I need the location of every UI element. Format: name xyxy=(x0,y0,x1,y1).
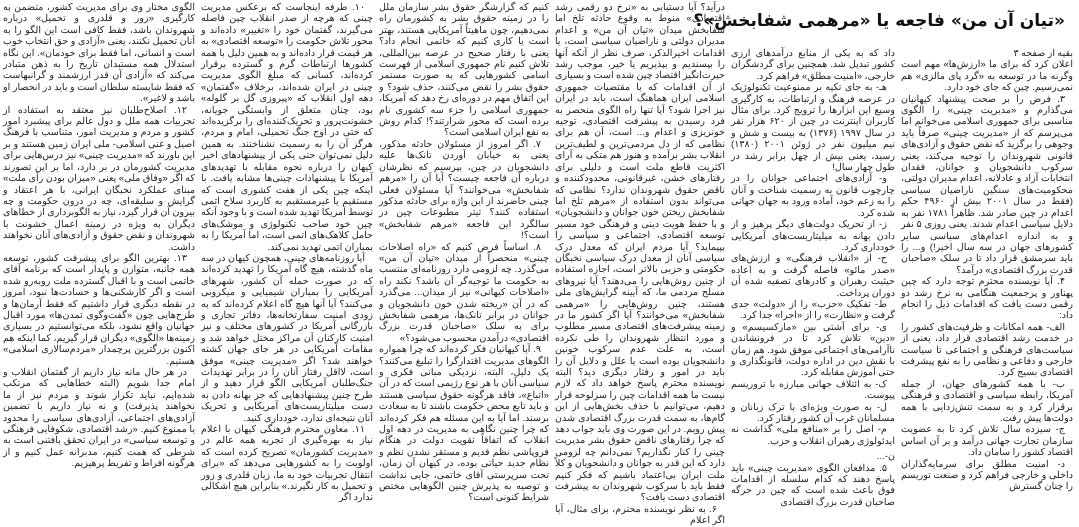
paragraph: م- اصل را بر «منافع ملی» گذاشت نه ایدئولوژی رهبران انقلاب و حزب. xyxy=(731,424,895,447)
paragraph: الگوی مختار وی برای مدیریت کشور، متضمن به کارگیری «زور و قلدری و تحمیل» درباره شهروندان باشد، فقط کافی است این الگو را به آنان تحمیل نکنند، یعنی «آزادی و حق انتخاب خوب است و انسانی، اما فقط برای خودمان». این نگاه استدلال همه مستبدان تاریخ را به ذهن متبادر می‌کند که «آزادی آن قدر ارزشمند و گرانبهاست که فقط شایسته سلطان است و باید در انحصار او باشد و لاغیر». xyxy=(3,2,195,105)
paragraph: ۱۱. معاون محترم فرهنگی کیهان با اعلام نیاز به بهره‌گیری از تجربه همه عالم در «مدیریت کشورمان» تصریح کرده است که اولویت را به کشورهایی می‌دهد که «برای انتقال تجربیات خود به ما، زبان قلدری و زور و تحمیل به کار نگیرند.» بنابراین هیچ اشکالی ندارد اگر xyxy=(201,424,373,504)
paragraph: د- امنیت مطلق برای سرمایه‌گذاران داخلی و خارجی فراهم کرد و صنعت توریسم را چنان گسترش xyxy=(901,458,1073,493)
paragraph: ل- به صورت ویژه‌ای با ترک زبانان و مسلمانان غرب آن کشور رفتار کرد. xyxy=(731,401,895,424)
paragraph: ۶. به نظر نویسنده محترم، برای مثال، آیا اگر اعلام xyxy=(555,503,725,527)
paragraph: ۹. آیا کیهانیان فکر کرده‌اند که چرا همواره الگوهای مدیریت اقتدارگرا را تبلیغ می‌کنند؟ یک دلیل، البته، نزدیکی مبانی فکری و سیاسی آنان با هر نوع رژیمی است که در آن «اتباع»، فاقد هرگونه حقوق سیاسی هستند و باید تابع محض حکومت باشند تا به سعادت برسند. اما آیا به این مسئله هم فکر کرده‌اند که چرا چنین نگاهی به مدیریت در دهه اول انقلاب که اتفاقاً تقویت دولت در هنگام فروپاشی نظم قدیم و مستقر نشدن نظم و نظام جدید حیاتی بوده، در کیهان آن زمان، تحت سرپرستی آقای خاتمی، جایی نداشت و توصیه به پذیرش چنین الگوهایی مختص شرایط کنونی است؟ xyxy=(379,344,549,504)
paragraph: ن-... xyxy=(876,451,895,463)
paragraph: ۸. اساساً فرض کنیم که «راه اصلاحات چینی» منحصراً از میدان «تیان آن من» می‌گذرد. چه لزومی دارد روزنامه‌ای منتسب به حکومت ما توجیه‌گر آن باشد؟ نکند راه «اصلاحات کیهانی» نیز از میدان... می‌گذرد که در آن «ریخته شدن خون دانشجویان و جوانان در برابر تانک‌ها، مرهمی شفابخش برای به سلک «صاحبان قدرت بزرگ اقتصادی» درآمدن محسوب می‌شود؟» xyxy=(379,241,549,344)
paragraph: ۷. اگر امروز از مسئولان حادثه مذکور، یعنی به خیابان آوردن تانک‌ها علیه دانشجویان در چین، بپرسیم که نظرشان درباره آن فاجعه چیست؟ آیا آن را «مرهم شفابخش» می‌خوانند؟ آیا مسئولان فعلی چینی حاضرند از این واژه برای حادثه مذکور استفاده کنند؟ تیتر مطبوعات چین در سالگرد این فاجعه «مرهم شفابخش» است؟! xyxy=(379,138,549,242)
paragraph: هـ- به جای تکیه بر ممنوعیت تکنولوژیک در عرصه فرهنگ و ارتباطات، به کارگیری وسیع این ابزارها را ترویج کرد. برای مثال کاربران اینترنت در چین از ۶۲۰ هزار نفر در سال ۱۹۹۷ (۱۳۷۶) به بیست و شش و نیم میلیون نفر در ژوئن ۲۰۰۱ (۱۳۸۰) رسید، یعنی بیش از چهل برابر رشد در طول چهار سال! xyxy=(731,82,896,174)
paragraph: ط- تفکیک «حزب» را از «دولت» جدی گرفت و «نظارت» را از «اجرا» جدا کرد. xyxy=(731,298,895,322)
article-column-4 xyxy=(379,2,549,504)
article-column-6 xyxy=(3,2,195,470)
paragraph: ک- به ائتلاف جهانی مبارزه با تروریسم پیوست. xyxy=(731,378,895,402)
paragraph: ج- سیزده سال تلاش کرد تا به عضویت سازمان تجارت جهانی درآمد و بر آن اساس اقتصاد کشور را سامان داد. xyxy=(901,424,1073,459)
article-column-3 xyxy=(555,2,725,527)
paragraph: درآید؟ آیا دستیابی به «نرخ دو رقمی رشد اقتصادی» منوط به وقوع حادثه تلخ اما شفابخش میدان «تیان آن من» و اعدام مدیران دولتی و ناراضیان سیاسی است، یا اقدامات اخیرالذکر، صرف نظر از آنکه آنها را بپسندیم و بپذیریم یا خیر، موجب رشد حیرت‌انگیز اقتصاد چین شده است و بسیاری از آن اقدامات که با مقتضیات جمهوری اسلامی ایران هماهنگ است، باید در ایران نیز اجرا شود؟ آیا تنها راه الگوی منحصر به فرد رسیدن به پیشرفت اقتصادی، توجیه خونریزی و اعدام و... است، آن هم برای نظامی که از دل مردمی‌ترین و لطیف‌ترین انقلاب بشر برآمده و هنوز هم متکی به آرای اکثریت قاطع ملت است و دلیلی برای رفتارهای خشن، غیرقانونی، محدودکننده و ناقض حقوق شهروندان ندارد؟ نظامی که می‌تواند بدون استفاده از «مرهم تلخ اما شفابخش ریختن خون جوانان و دانشجویان» و با حفظ هویت دینی و فرهنگی خود مسیر توسعه اقتصادی، اجتماعی و سیاسی را بپیماید؟ آیا مردم ایران که معدل درک سیاسی آنان از معدل درک سیاسی نخبگان حکومتی و حزبی بالاتر است، اجازه استفاده از چنین روش‌هایی را می‌دهند؟ آیا نیروهای مسلح مردمی ما، که آیینه گرایش‌های ملی هستند، چنین روش‌هایی را «مرهمی شفابخش» می‌خوانند؟ آیا اگر کشور ما در زمینه پیشرفت‌های اقتصادی مسیر مطلوب و مورد انتظار شهروندان را طی نکرده است، به علت عدم سرکوب خونین دانشجویان بوده است یا علل و دلایل آن را باید در امور و رفتار دیگری دید؟ البته نویسنده محترم پاسخ خواهد داد که لازم نیست ما همه اقدامات چین را سرلوحه قرار دهیم، می‌توانیم با حذف بخش‌هایی از این گام‌ها، به سمت قدرت بزرگ اقتصادی شدن پیش رویم. در این صورت وی باید جواب دهد که چرا رفتارهای ناقض حقوق بشر مدیریت چینی را کنار نگذاریم؟ نمی‌دانم چه لزومی دارد که این قدر به جوانان و دانشجویان و کلاً ملت ایران بی‌اعتماد باشیم که فکر کنیم فقط باید با سرکوب شهروندان به پیشرفت اقتصادی دست یافت؟ xyxy=(554,2,725,504)
paragraph: ۳. فرض را بر صحت پیشنهاد کیهانیان می‌گذارم و «مدیریت چینی» را الگوی مناسبی برای جمهوری اسلامی می‌خوانم اما می‌پرسم که از «مدیریت چینی» صرفاً باید وجوهی را برگزید که نقض حقوق و آزادی‌های قانونی شهروندان را توجیه می‌کند، یعنی سرکوب دانشجویان و جوانان، فقدان انتخابات آزاد و عادلانه، اعدام مدیران دولتی، محکومیت‌های سنگین ناراضیان سیاسی (فقط در سال ۲۰۰۱ بیش از ۴۹۶۰ حکم اعدام در چین صادر شد. ظاهراً ۱۷۸۱ نفر به دلایل سیاسی اعدام شدند. یعنی روزی ۵ نفر و به اندازه اعدام‌های سیاسی سایر کشورهای جهان در سه سال اخیر!) و... را باید سرمشق قرار داد تا در سلک «صاحبان قدرت بزرگ اقتصادی» درآمد؟ xyxy=(900,93,1073,276)
article-column-1 xyxy=(901,48,1073,493)
paragraph: ی- برای آشتی بین «مارکسیسم» و «دین» تلاش کرد تا در فرونشاندن ناآرامی‌های اجتماعی موفق شود. هم زمان با نقش دین در اداره دولت، قانونگذاری و حتی آموزش مقابله کرد. xyxy=(731,321,895,379)
paragraph: ۱۲. اصلاح‌طلبان نیز معتقد به استفاده از تجربیات همه ملل و دول عالم برای پیشبرد امور کشور و مردم و مدیریت امور، متناسب با فرهنگ اصیل و غنی اسلامی- ملی ایران زمین هستند و بر این باورند که «مدیریت چینی» نیز درس‌هایی برای مدیریت کشورمان در بر دارد، اما بر این تصورند که اگر «وفاق ملی» یعنی «میزان بودن رأی ملت» مبنای عملکرد نخبگان ایرانی، با هر اعتقاد و گرایش و سلیقه‌ای، چه در درون حکومت و چه بیرون آن قرار گیرد، نیاز به الگوبرداری از خطاهای دیگران به ویژه در زمینه اعمال خشونت با شهروندان و نقض حقوق و آزادی‌های آنان نخواهند داشت. xyxy=(3,104,195,253)
paragraph: ز- از تحریک دولت‌های دیگر پرهیز و از دادن بهانه به میلیتاریست‌های آمریکایی خودداری کرد. xyxy=(731,219,895,253)
paragraph: الف- همه امکانات و ظرفیت‌های کشور را در خدمت رشد اقتصادی قرار داد، یعنی از سیاست‌های فرهنگی و اجتماعی تا سیاست خارجی و دفاعی و نظامی را به نفع پیشرفت اقتصادی بسیج کرد. xyxy=(901,321,1073,379)
paragraph: داد که به یکی از منابع درآمدهای ارزی کشور تبدیل شد. همچنین برای گردشگران خارجی، «امنیت مطلق» فراهم کرد. xyxy=(731,48,895,82)
paragraph: ب- با همه کشورهای جهان، از جمله آمریکا، رابطه سیاسی و اقتصادی و فرهنگی برقرار کرد و به سمت تنش‌زدایی با همه دولت‌ها پیش رفت. xyxy=(901,378,1073,424)
continuation-note: بقیه از صفحه ۳ xyxy=(1013,48,1073,59)
paragraph: ۱۰. طرفه اینجاست که برعکس مدیریت چینی که هرچه از صدر انقلاب چین فاصله می‌گیرند، گفتمان خود را «تغییر» داده‌اند و محور تلاش حکومت را «توسعه اقتصادی» به هر قیمت قرار داده‌اند و به همین دلیل با همه کشورها ارتباطات گرم و گسترده برقرار کرده‌اند، کسانی که مبلغ الگوی مدیریت چینی در ایران شده‌اند، برخلاف «گفتمان» دهه اول انقلاب که «پیروزی گل بر گلوله» بود، چنان متعلق از وابستگی جویانه، خشونت‌پرور و تحریک‌کننده‌ای را برگزیده‌اند که حتی در اوج جنگ تحمیلی، امام و مردم، هرگز آن را به رسمیت نشناختند. به همین دلیل نمی‌توان حتی یکی از پیشنهادهای اخیر کیهان را درباره نحوه مقابله با تهدیدهای آمریکا با پیشنهادات چینی‌ها مشابه یافت. با اینکه چین یکی از هفت کشوری است که مستقیم یا غیرمستقیم به کاربرد سلاح اتمی توسط آمریکا تهدید شده است و با وجود آنکه چین خود صاحب تکنولوژی و موشک‌های حامل کلاهک‌های اتمی است، اما آمریکا را به بمباران اتمی تهدید نمی‌کند. xyxy=(201,2,373,253)
paragraph: در هر حال مانه نیاز داریم از گفتمان انقلاب و امام جدا شویم (البته خطاهایی که مرتکب شده‌ایم، نباید تکرار شوند و مردم نیز از ما نخواهند پذیرفت) و نه نیاز داریم با تضمین آزادی‌های اجتماعی، آزادی‌های سیاسی را محدود یا ممنوع کنیم. «رشد اقتصادی، شکوفایی فرهنگی و توسعه سیاسی» در ایران تحقق یافتنی است به شرطی که همت کنیم، مدبرانه عمل کنیم و از هرگونه افراط و تفریط پرهیزیم. xyxy=(3,367,195,470)
article-headline: «تیان آن من» فاجعه یا «مرهمی شفابخش»؟ xyxy=(693,11,1065,31)
paragraph: ح- از «انقلاب فرهنگی» و ارزش‌های «صدر مائو» فاصله گرفت و به اعاده حیثیت رهبران و کادرهای تصفیه شده آن دوران پرداخت. xyxy=(731,253,895,299)
paragraph: کنیم که گزارشگر حقوق بشر سازمان ملل را در زمینه حقوق بشر به کشورمان راه نمی‌دهیم، چون ماهیتاً آمریکایی هستند، بهتر است یا کاری کنیم که خاتمی انجام داد؟ یعنی با رفتار صحیح در عرصه بین‌المللی، تلاش کنیم نام جمهوری اسلامی از فهرست اسامی کشورهایی که به صورت مستمر حقوق بشر را نقض می‌کنند، حذف شود؟ و این اتفاق مهم در دوره‌ای رخ دهد که آمریکا، جمهوری اسلامی را جزء سه کشوری نام برده است که محور شرارتند؟! کدام روش به نفع ایران اسلامی است؟ xyxy=(379,2,549,139)
paragraph: و- آزادی‌های اجتماعی جوانان را در چارچوب قانون به رسمیت شناخت و آنان را به زعم خود، آماده ورود به جهان جهانی شده کرد. xyxy=(731,173,895,219)
paragraph: ۵. مدافعان الگوی «مدیریت چینی» باید پاسخ دهند که کدام سلسله از اقدامات فوق باعث شده است که چین در جرگه صاحبان قدرت بزرگ اقتصادی xyxy=(731,462,895,508)
paragraph: اعلان کرد که برای ما «ارزش‌ها» مهم است وگرنه ما در توسعه به «گرد پای مالزی» هم نمی‌رسیم. چین که جای خود دارد. xyxy=(901,59,1073,94)
article-column-2 xyxy=(731,48,895,508)
paragraph: ۴. آیا نویسنده محترم توجه دارد که چین پهناور و پرجمعیت هنگامی به نرخ رشد دو رقمی دست یافت که اقدامات ذیل را انجام داد: xyxy=(901,276,1073,322)
article-column-5 xyxy=(201,2,373,504)
paragraph: آیا روزنامه‌های چینی، همچون کیهان در سه ماه گذشته، هیچ گاه آمریکا را تهدید کرده‌اند که در صورت حمله آن کشور، شهرهای آمریکایی را بمباران شیمیایی و میکروبی می‌کنند؟ آیا آنها هیچ گاه اعلام کرده‌اند که به زودی امنیت سفارتخانه‌ها، دفاتر تجاری و بازرگانی آمریکا در کشورهای مختلف و نیز امنیت کارکنان آن مراکز مختل خواهد شد و مقامات آمریکایی در هر جای جهان کشته خواهند شد؟ اگر «مدیریت چینی» موفق است، لااقل رفتار آنان را در برابر تهدیدات جنگ‌طلبان آمریکایی الگو قرار دهید و از طرح چنین پیشنهادهایی که جز بهانه دادن به دست میلیتاریست‌های آمریکایی و تحریک آنان نتیجه‌ای ندارد، خودداری کنید. xyxy=(201,252,373,424)
paragraph: ۱۳. بهترین الگو برای پیشرفت کشور، توسعه همه جانبه، متوازن و پایدار است که برنامه آقای خاتمی است و با اقبال گسترده ملت روبه‌رو شده است و اگر کارشکنی‌ها و حسادت‌ها نبود، امروز در نقطه دیگری قرار داشتیم که فقط آرمان‌ها و طرح‌هایی چون «گفت‌وگوی تمدن‌ها» مورد اقبال جهانیان واقع نشود، بلکه می‌توانستیم در بسیاری زمینه‌ها «الگوی» دیگران قرار گیریم، کما اینکه هم اکنون بزرگترین پرچمدار «مردم‌سالاری اسلامی» هستیم. xyxy=(3,252,195,367)
